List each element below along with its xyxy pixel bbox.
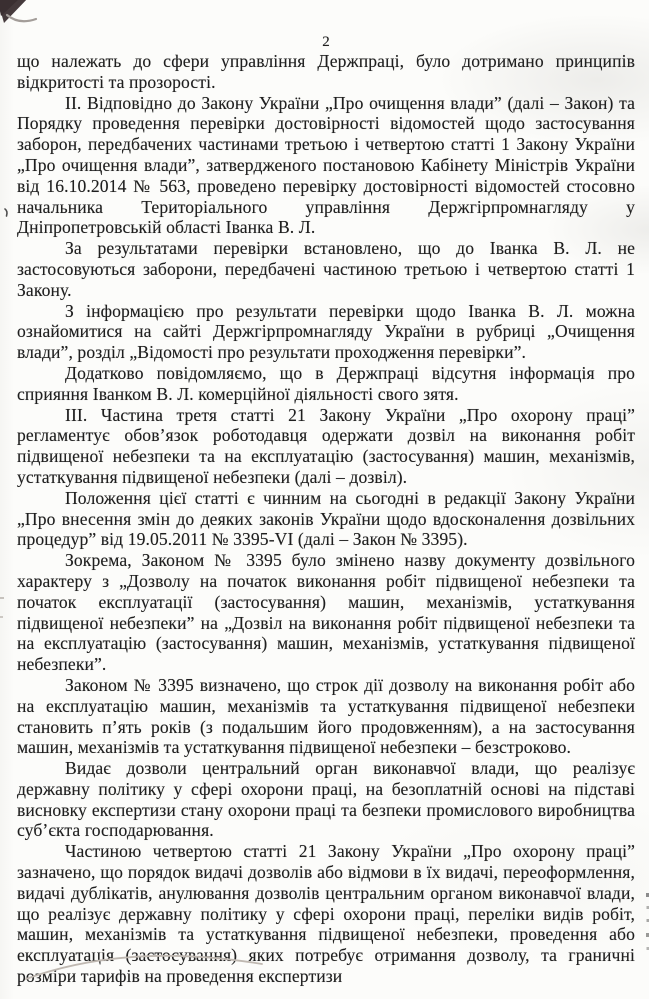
paragraph: З інформацією про результати перевірки щодо Іванка В. Л. можна ознайомитися на сайті Держгірпромнагляду України в рубриці „Очищення влади”, розділ „Відомості про результати проходження перевірки”. (17, 300, 635, 363)
left-edge-tick-artifact (0, 616, 3, 618)
paragraph: Частиною четвертою статті 21 Закону України „Про охорону праці” зазначено, що порядок видачі дозволів або відмови в їх видачі, переоформлення, видачі дублікатів, анулювання дозволів центральним органом виконавчої влади, що реалізує державну політику у сфері охорони праці, переліки видів робіт, машин, механізмів та устаткування підвищеної небезпеки, проведення або експлуатація (застосування) яких потребує отримання дозволу, та граничні розміри тарифів на проведення експертизи (17, 841, 635, 987)
paragraph: що належать до сфери управління Держпраці, було дотримано принципів відкритості та прозорості. (17, 51, 635, 92)
document-body (17, 51, 635, 987)
paragraph: Видає дозволи центральний орган виконавчої влади, що реалізує державну політику у сфері охорони праці, на безоплатній основі на підставі висновку експертизи стану охорони праці та безпеки промислового виробництва суб’єкта господарювання. (17, 758, 635, 841)
left-edge-tick-artifact (0, 597, 4, 599)
paragraph: За результатами перевірки встановлено, що до Іванка В. Л. не застосовуються заборони, передбачені частиною третьою і четвертою статті 1 Закону. (17, 238, 635, 300)
paragraph: ІІІ. Частина третя статті 21 Закону України „Про охорону праці” регламентує обов’язок роботодавця одержати дозвіл на виконання робіт підвищеної небезпеки та на експлуатацію (застосування) машин, механізмів, устаткування підвищеної небезпеки (далі – дозвіл). (17, 404, 635, 487)
paragraph: Зокрема, Законом № 3395 було змінено назву документу дозвільного характеру з „Дозволу на початок виконання робіт підвищеної небезпеки та початок експлуатації (застосування) машин, механізмів, устаткування підвищеної небезпеки” на „Дозвіл на виконання робіт підвищеної небезпеки та на експлуатацію (застосування) машин, механізмів, устаткування підвищеної небезпеки”. (17, 550, 635, 675)
corner-streak-artifact (0, 0, 36, 23)
paragraph: Положення цієї статті є чинним на сьогодні в редакції Закону України „Про внесення змін до деяких законів України щодо вдосконалення дозвільних процедур” від 19.05.2011 № 3395-VI (далі – Закон № 3395). (17, 487, 635, 550)
paragraph: Додатково повідомляємо, що в Держпраці відсутня інформація про сприяння Іванком В. Л. комерційної діяльності свого зятя. (17, 362, 635, 404)
paragraph: ІІ. Відповідно до Закону України „Про очищення влади” (далі – Закон) та Порядку проведення перевірки достовірності відомостей щодо застосування заборон, передбачених частинами третьою і четвертою статті 1 Закону України „Про очищення влади”, затвердженого постановою Кабінету Міністрів України від 16.10.2014 № 563, проведено перевірку достовірності відомостей стосовно начальника Територіального управління Держгірпромнагляду у Дніпропетровській області Іванка В. Л. (17, 92, 635, 238)
left-margin-speck-artifact (5, 209, 7, 216)
paragraph: Законом № 3395 визначено, що строк дії дозволу на виконання робіт або на експлуатацію машин, механізмів та устаткування підвищеної небезпеки становить п’ять років (з подальшим його продовженням), а на застосування машин, механізмів та устаткування підвищеної небезпеки – безстроково. (17, 674, 635, 758)
page-number: 2 (322, 34, 330, 50)
